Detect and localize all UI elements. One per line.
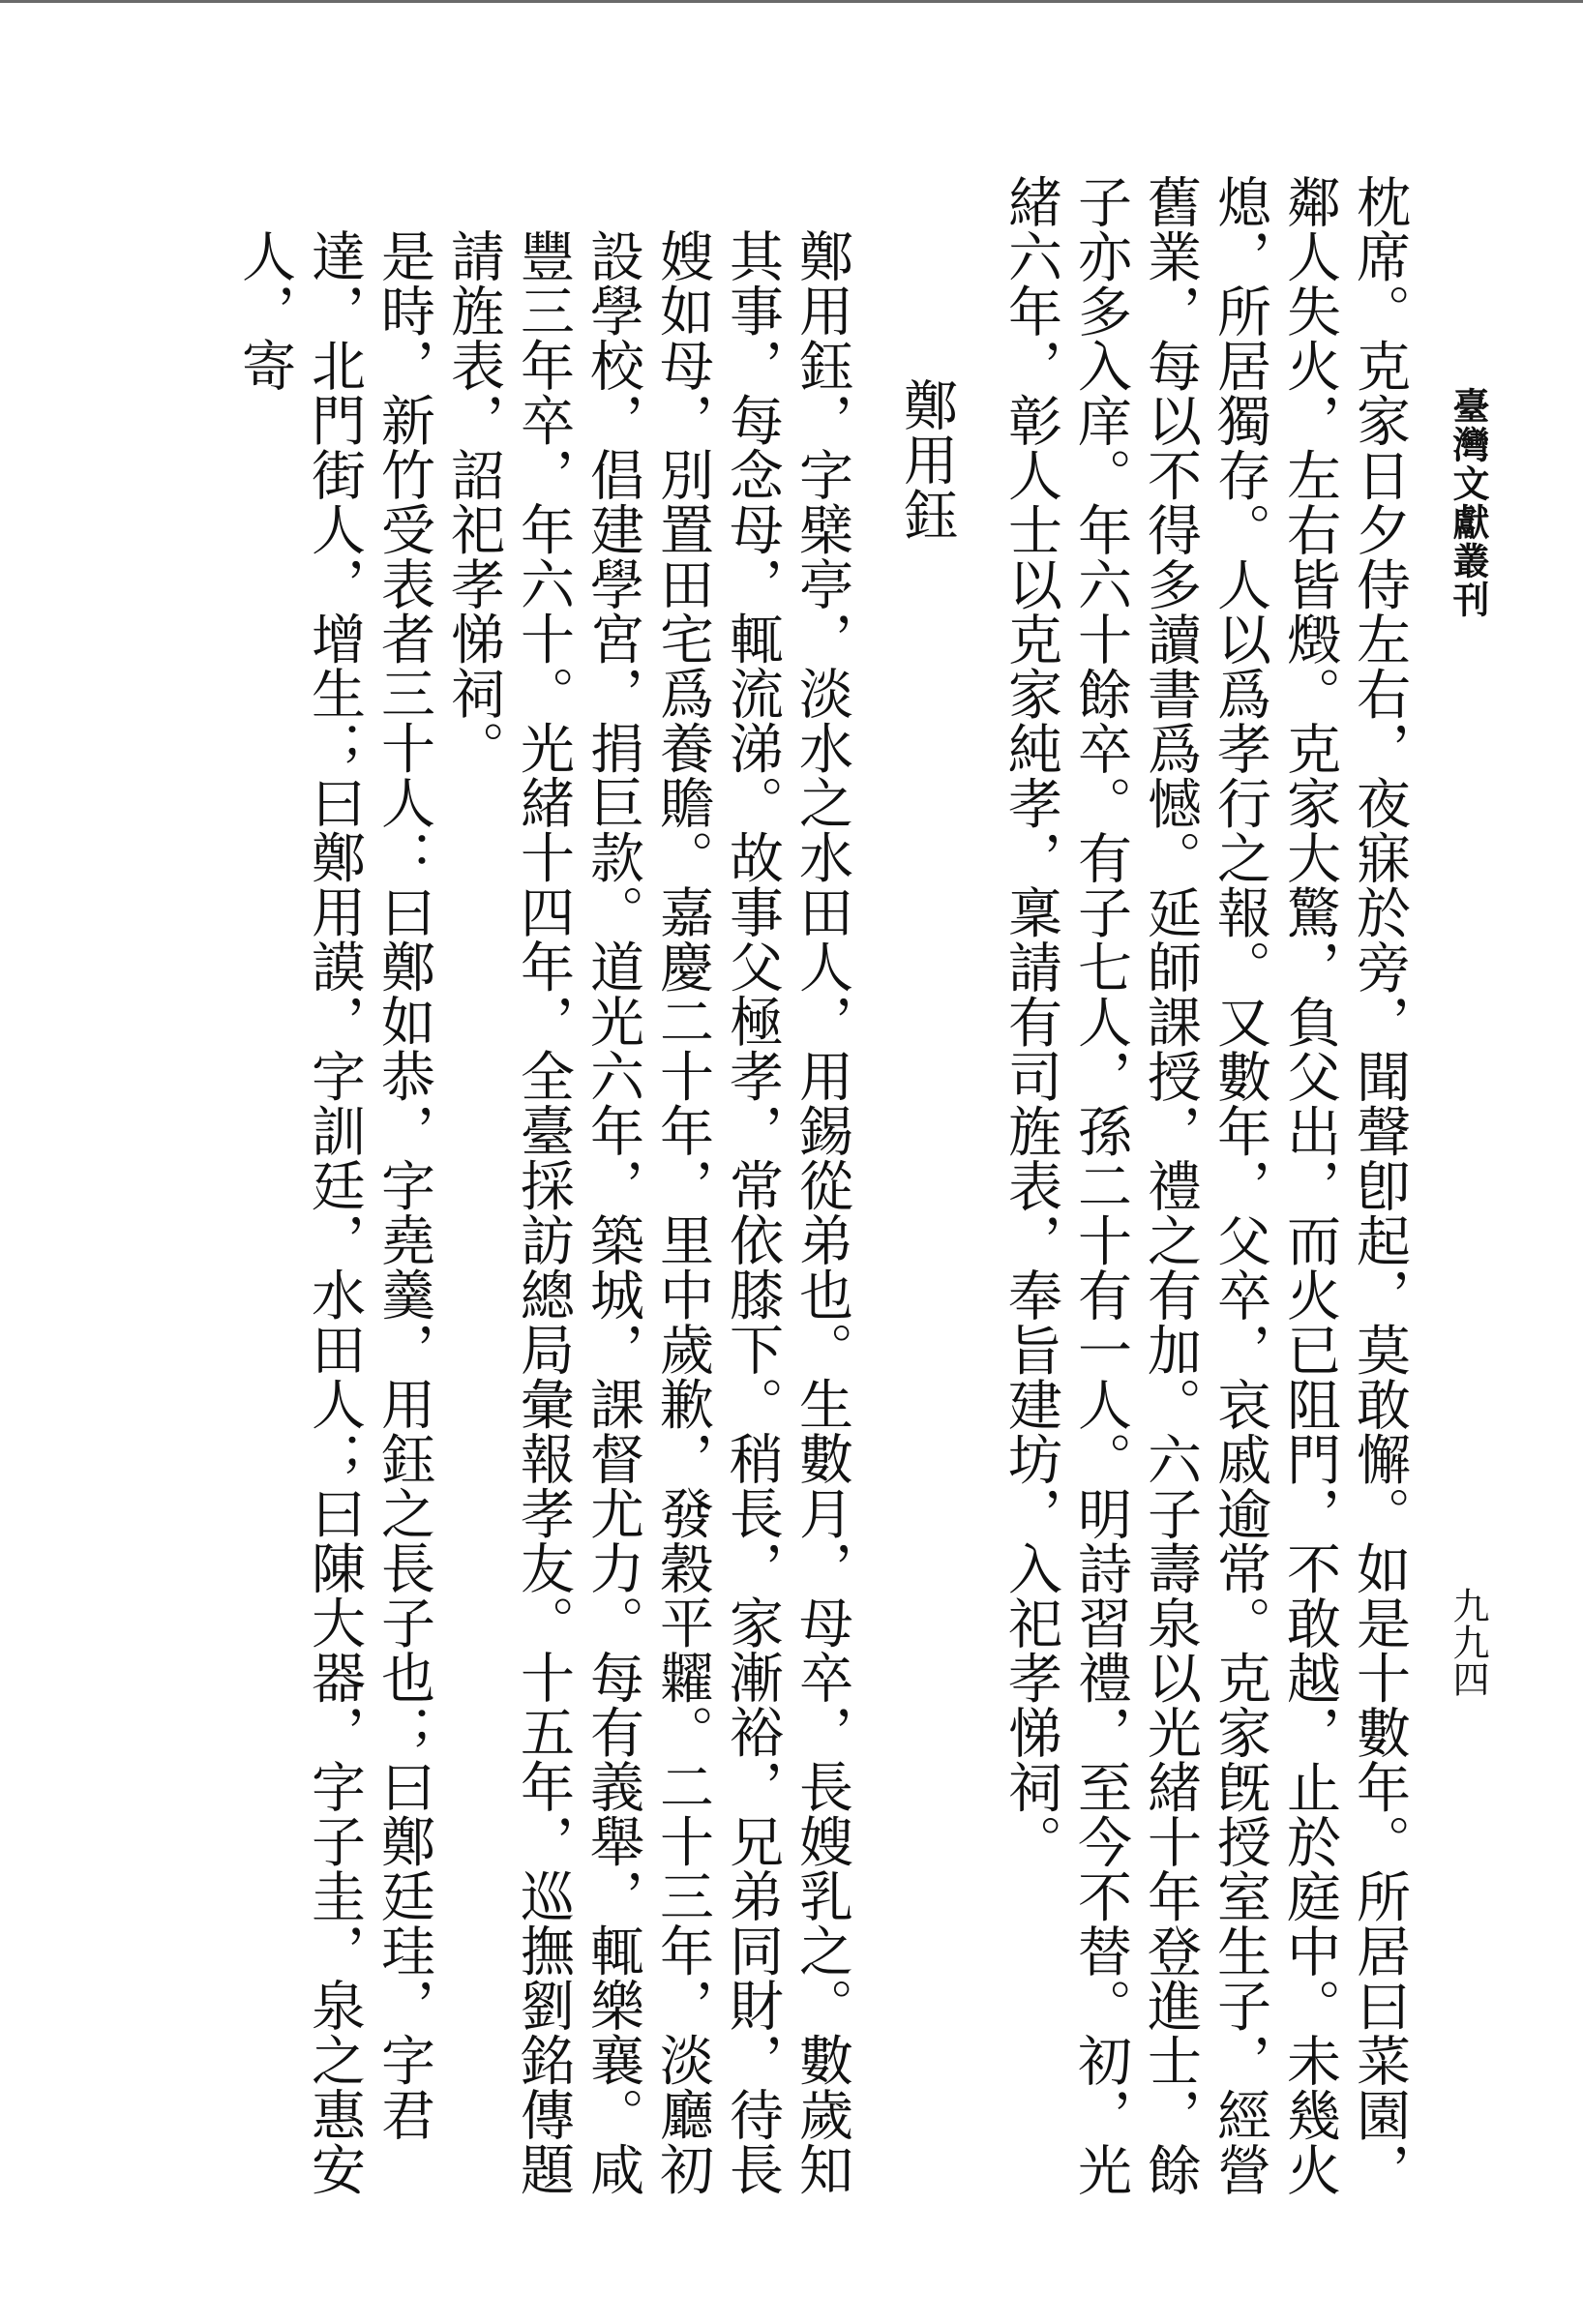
running-head-series-title: 臺灣文獻叢刊: [1447, 387, 1490, 619]
section-heading: 鄭用鈺: [895, 377, 958, 542]
biography-paragraph: 是時，新竹受表者三十人：曰鄭如恭，字堯羹，用鈺之長子也；曰鄭廷珪，字君達，北門街人，增生；曰鄭用謨，字訓廷，水田人；曰陳大器，字子圭，泉之惠安人，寄: [233, 228, 435, 2196]
page-number: 九九四: [1447, 1587, 1489, 1697]
top-border-rule: [0, 0, 1583, 3]
body-text: [127, 174, 1414, 2216]
paragraph-continued: 枕席。克家日夕侍左右，夜寐於旁，聞聲卽起，莫敢懈。如是十數年。所居曰菜園，鄰人失火，左右皆燬。克家大驚，負父出，而火已阻門，不敢越，止於庭中。未幾火熄，所居獨存。人以爲孝行之報。又數年，父卒，哀戚逾常。克家旣授室生子，經營舊業，每以不得多讀書爲憾。延師課授，禮之有加。六子壽泉以光緒十年登進士，餘子亦多入庠。年六十餘卒。有子七人，孫二十有一人。明詩習禮，至今不替。初，光緒六年，彰人士以克家純孝，稟請有司旌表，奉旨建坊，入祀孝悌祠。: [1000, 174, 1411, 2197]
biography-paragraph: 鄭用鈺，字檗亭，淡水之水田人，用錫從弟也。生數月，母卒，長嫂乳之。數歲知其事，每念母，輒流涕。故事父極孝，常依膝下。稍長，家漸裕，兄弟同財，待長嫂如母，別置田宅爲養贍。嘉慶二十年，里中歲歉，發穀平糶。二十三年，淡廳初設學校，倡建學宮，捐巨款。道光六年，築城，課督尤力。每有義舉，輒樂襄。咸豐三年卒，年六十。光緒十四年，全臺採訪總局彙報孝友。十五年，巡撫劉銘傳題請旌表，詔祀孝悌祠。: [442, 228, 853, 2196]
